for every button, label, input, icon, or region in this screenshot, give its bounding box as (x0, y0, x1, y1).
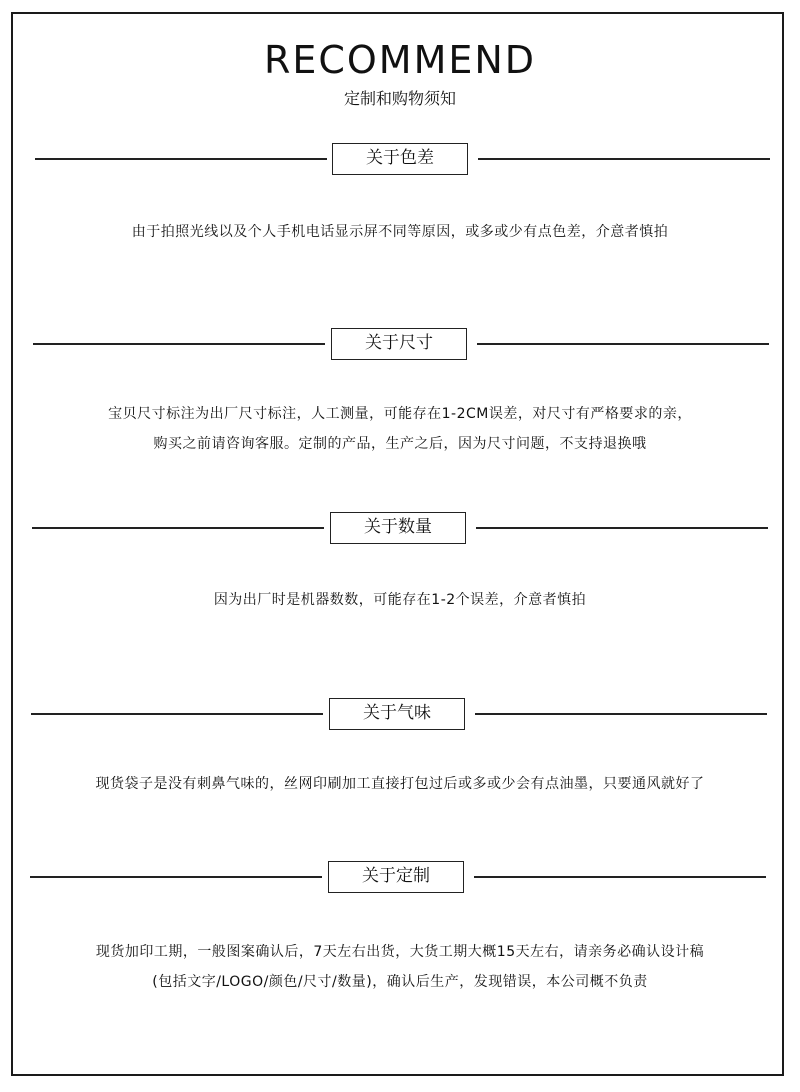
divider-right (477, 343, 769, 345)
divider-right (475, 713, 767, 715)
divider-left (33, 343, 325, 345)
section-title-box: 关于数量 (330, 512, 466, 544)
divider-left (30, 876, 322, 878)
section-title-box: 关于色差 (332, 143, 468, 175)
section-title-box: 关于尺寸 (331, 328, 467, 360)
divider-right (478, 158, 770, 160)
section-text-smell-line-1: 现货袋子是没有刺鼻气味的，丝网印刷加工直接打包过后或多或少会有点油墨，只要通风就好了 (95, 776, 705, 792)
section-text-custom-line-1: 现货加印工期，一般图案确认后，7天左右出货，大货工期大概15天左右，请亲务必确认设计稿 (95, 944, 705, 960)
section-header-size (0, 328, 800, 360)
section-title-box: 关于气味 (329, 698, 465, 730)
page-title: RECOMMEND (263, 38, 537, 82)
section-text-quantity-line-1: 因为出厂时是机器数数，可能存在1-2个误差，介意者慎拍 (213, 592, 587, 608)
divider-left (31, 713, 323, 715)
divider-right (476, 527, 768, 529)
section-text-custom-line-2: (包括文字/LOGO/颜色/尺寸/数量)，确认后生产，发现错误，本公司概不负责 (152, 974, 648, 990)
divider-right (474, 876, 766, 878)
divider-left (35, 158, 327, 160)
section-header-custom (0, 861, 800, 893)
divider-left (32, 527, 324, 529)
section-text-size-line-1: 宝贝尺寸标注为出厂尺寸标注，人工测量，可能存在1-2CM误差，对尺寸有严格要求的亲， (108, 406, 692, 422)
section-text-size-line-2: 购买之前请咨询客服。定制的产品，生产之后，因为尺寸问题，不支持退换哦 (153, 436, 647, 452)
section-title-box: 关于定制 (328, 861, 464, 893)
section-text-color-line-1: 由于拍照光线以及个人手机电话显示屏不同等原因，或多或少有点色差，介意者慎拍 (131, 224, 669, 240)
section-header-smell (0, 698, 800, 730)
section-header-color (0, 143, 800, 175)
page-subtitle: 定制和购物须知 (343, 89, 456, 108)
section-header-quantity (0, 512, 800, 544)
